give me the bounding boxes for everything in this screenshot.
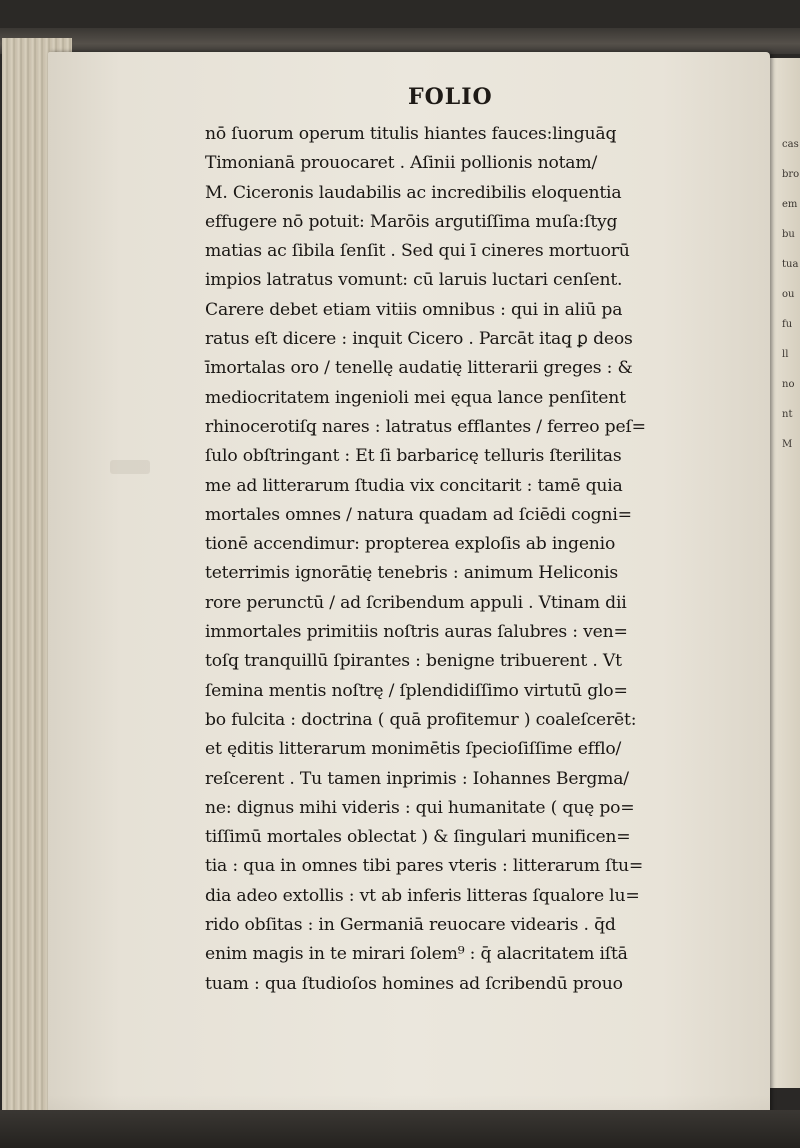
text-line: rhinocerotiſq̧ nares : latratus efflantes / ferreo peſ= (205, 416, 646, 437)
text-line: dia adeo extollis : vt ab inferis litteras ſqualore lu= (205, 885, 640, 906)
text-line: me ad litterarum ſtudia vix concitarit : tamē quia (205, 475, 623, 496)
text-line: mediocritatem ingenioli mei ęqua lance penſitent (205, 387, 626, 408)
text-line: rido obſitas : in Germaniā reuocare videaris . q̄d (205, 915, 616, 936)
text-line: M. Ciceronis laudabilis ac incredibilis eloquentia (205, 182, 622, 203)
facing-fragment: M (782, 439, 793, 450)
facing-fragment: fu (782, 319, 793, 330)
text-line: tionē accendimur: propterea exploſis ab ingenio (205, 534, 616, 555)
text-line: ſemina mentis noſtrę / ſplendidiſſimo virtutū glo= (205, 680, 628, 701)
text-line: Carere debet etiam vitiis omnibus : qui in aliū pa (205, 299, 623, 320)
text-line: nō ſuorum operum titulis hiantes fauces:linguāq̧ (205, 124, 617, 144)
facing-page-text (782, 130, 800, 730)
facing-fragment: cas (782, 139, 799, 150)
text-line: īmortalas oro / tenellę audatię litterarii greges : & (205, 358, 633, 379)
text-line: matias ac ſibila ſenſit . Sed qui ī cineres mortuorū (205, 241, 630, 262)
text-line: impios latratus vomunt: cū laruis luctari cenſent. (205, 270, 623, 291)
text-line: toſq̧ tranquillū ſpirantes : benigne tribuerent . Vt (205, 651, 622, 672)
text-line: reſcerent . Tu tamen inprimis : Iohannes Bergma/ (205, 768, 629, 789)
facing-fragment: bro (782, 169, 800, 180)
book-cover-edge (0, 28, 800, 54)
facing-fragment: nt (782, 409, 793, 420)
text-line: mortales omnes / natura quadam ad ſciēdi cogni= (205, 504, 632, 525)
facing-fragment: ou (782, 289, 795, 300)
text-line: enim magis in te mirari ſolem⁹ : q̄ alacritatem iſtā (205, 944, 628, 965)
page-text-block (205, 120, 725, 999)
text-line: teterrimis ignorātię tenebris : animum Heliconis (205, 563, 619, 584)
text-line: tiſſimū mortales oblectat ) & ſingulari munificen= (205, 827, 631, 848)
text-line: bo fulcita : doctrina ( quā profitemur ) coaleſcerēt: (205, 709, 637, 730)
text-line: et ęditis litterarum monimētis ſpecioſiſſime efflo/ (205, 739, 622, 760)
text-line: Timonianā prouocaret . Aſinii pollionis notam/ (205, 153, 598, 174)
facing-fragment: ll (782, 349, 789, 360)
text-line: ne: dignus mihi videris : qui humanitate ( quę po= (205, 797, 635, 818)
show-through-mark (110, 460, 150, 474)
text-line: tia : qua in omnes tibi pares vteris : litterarum ſtu= (205, 856, 644, 877)
facing-fragment: no (782, 379, 795, 390)
background-bottom (0, 1110, 800, 1148)
text-line: ſulo obſtringant : Et ſi barbaricę telluris ſterilitas (205, 446, 622, 467)
facing-fragment: em (782, 199, 798, 210)
text-line: ratus eſt dicere : inquit Cicero . Parcāt itaq̧ ꝑ deos (205, 329, 633, 350)
page-header: FOLIO (408, 84, 493, 110)
facing-fragment: tua (782, 259, 799, 270)
text-line: rore perunctū / ad ſcribendum appuli . Vtinam dii (205, 592, 627, 613)
text-line: tuam : qua ſtudioſos homines ad ſcribendū prouo (205, 973, 623, 994)
text-line: effugere nō potuit: Marōis argutiſſima muſa:ſtyg (205, 211, 618, 232)
facing-fragment: bu (782, 229, 795, 240)
text-line: immortales primitiis noſtris auras ſalubres : ven= (205, 622, 628, 643)
